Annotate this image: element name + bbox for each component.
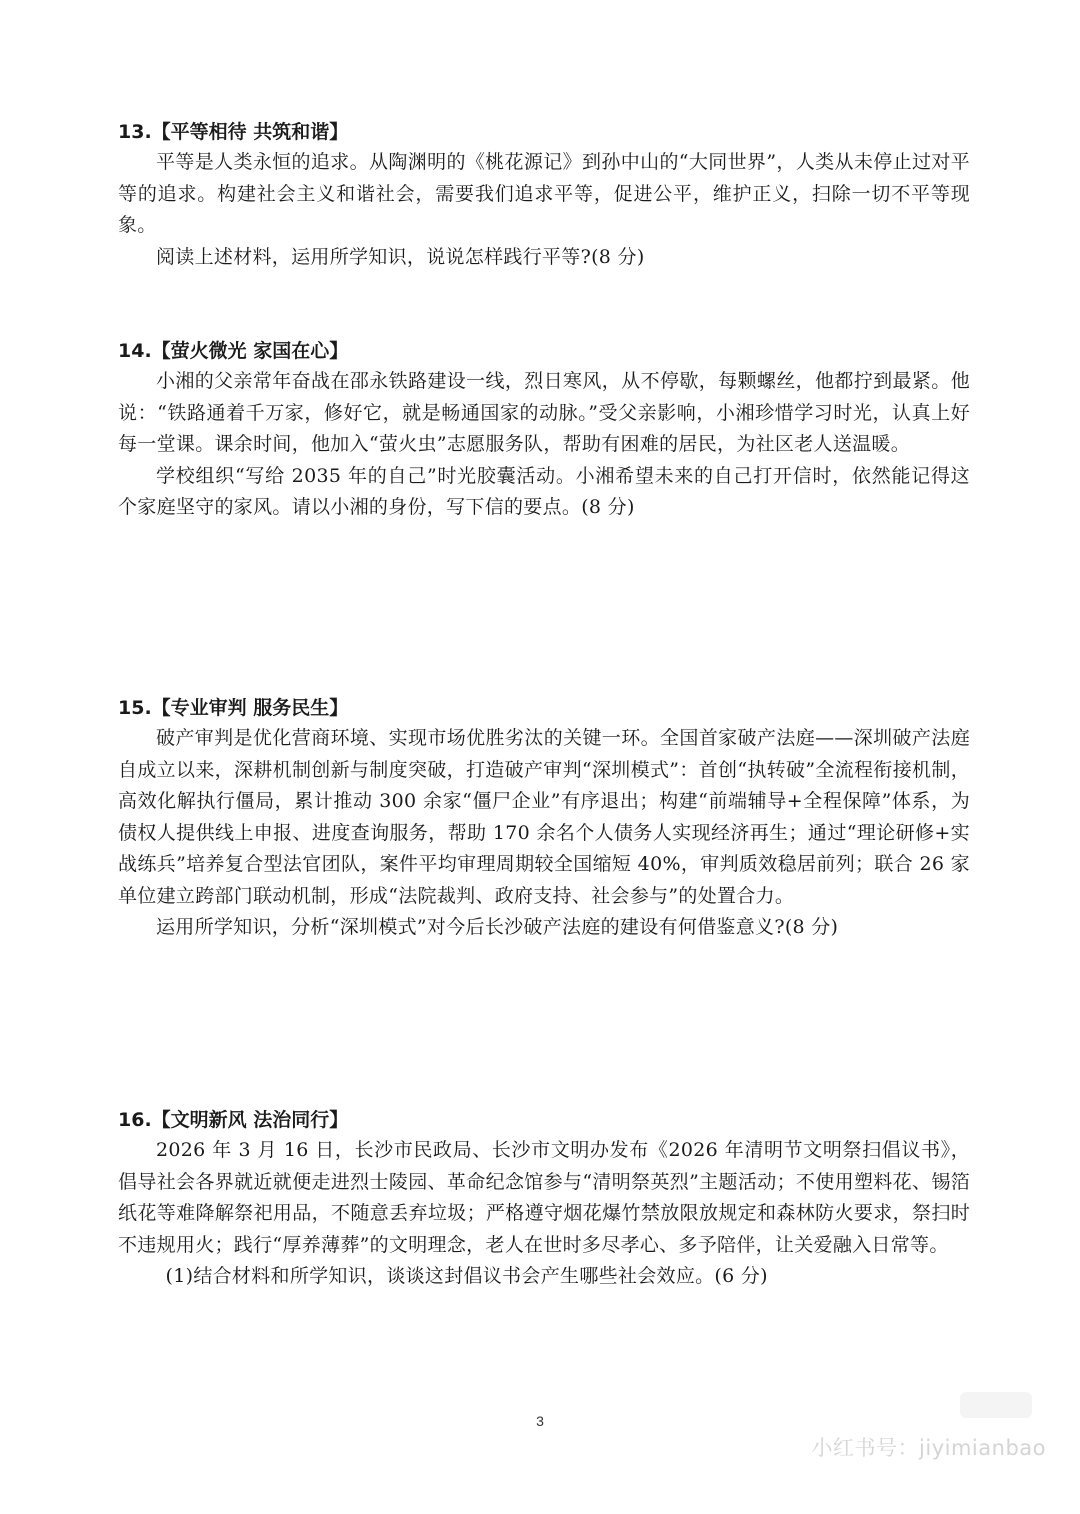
question-14-title: 14.【萤火微光 家国在心】 <box>118 340 349 362</box>
question-14-prompt: 学校组织“写给 2035 年的自己”时光胶囊活动。小湘希望未来的自己打开信时，依然能记得这个家庭坚守的家风。请以小湘的身份，写下信的要点。(8 分) <box>118 464 970 518</box>
question-14 <box>118 336 970 524</box>
question-16-subquestion-1: (1)结合材料和所学知识，谈谈这封倡议书会产生哪些社会效应。(6 分) <box>165 1265 768 1287</box>
question-15 <box>118 693 970 944</box>
question-16-material: 2026 年 3 月 16 日，长沙市民政局、长沙市文明办发布《2026 年清明节文明祭扫倡议书》，倡导社会各界就近就便走进烈士陵园、革命纪念馆参与“清明祭英烈”主题活动；不使用塑料花、锡箔纸花等难降解祭祀用品，不随意丢弃垃圾；严格遵守烟花爆竹禁放限放规定和森林防火要求，祭扫时不违规用火；践行“厚养薄葬”的文明理念，老人在世时多尽孝心、多予陪伴，让关爱融入日常等。 <box>118 1139 970 1256</box>
question-16-title: 16.【文明新风 法治同行】 <box>118 1109 349 1131</box>
question-13-title: 13.【平等相待 共筑和谐】 <box>118 121 349 143</box>
question-16 <box>118 1105 970 1293</box>
watermark-logo-icon <box>960 1392 1032 1418</box>
question-13-prompt: 阅读上述材料，运用所学知识，说说怎样践行平等?(8 分) <box>156 245 645 268</box>
question-15-prompt: 运用所学知识，分析“深圳模式”对今后长沙破产法庭的建设有何借鉴意义?(8 分) <box>156 916 839 938</box>
question-14-material: 小湘的父亲常年奋战在邵永铁路建设一线，烈日寒风，从不停歇，每颗螺丝，他都拧到最紧。他说：“铁路通着千万家，修好它，就是畅通国家的动脉。”受父亲影响，小湘珍惜学习时光，认真上好每一堂课。课余时间，他加入“萤火虫”志愿服务队，帮助有困难的居民，为社区老人送温暖。 <box>118 370 970 455</box>
page-number: 3 <box>536 1413 544 1429</box>
question-13-material: 平等是人类永恒的追求。从陶渊明的《桃花源记》到孙中山的“大同世界”，人类从未停止过对平等的追求。构建社会主义和谐社会，需要我们追求平等，促进公平，维护正义，扫除一切不平等现象。 <box>118 151 970 236</box>
question-15-title: 15.【专业审判 服务民生】 <box>118 697 349 719</box>
watermark: 小红书号：jiyimianbao <box>811 1436 1046 1460</box>
question-13 <box>118 117 970 273</box>
question-15-material: 破产审判是优化营商环境、实现市场优胜劣汰的关键一环。全国首家破产法庭——深圳破产法庭自成立以来，深耕机制创新与制度突破，打造破产审判“深圳模式”：首创“执转破”全流程衔接机制，高效化解执行僵局，累计推动 300 余家“僵尸企业”有序退出；构建“前端辅导+全程保障”体系，为债权人提供线上申报、进度查询服务，帮助 170 余名个人债务人实现经济再生；通过“理论研修+实战练兵”培养复合型法官团队，案件平均审理周期较全国缩短 40%，审判质效稳居前列；联合 26 家单位建立跨部门联动机制，形成“法院裁判、政府支持、社会参与”的处置合力。 <box>118 727 970 907</box>
